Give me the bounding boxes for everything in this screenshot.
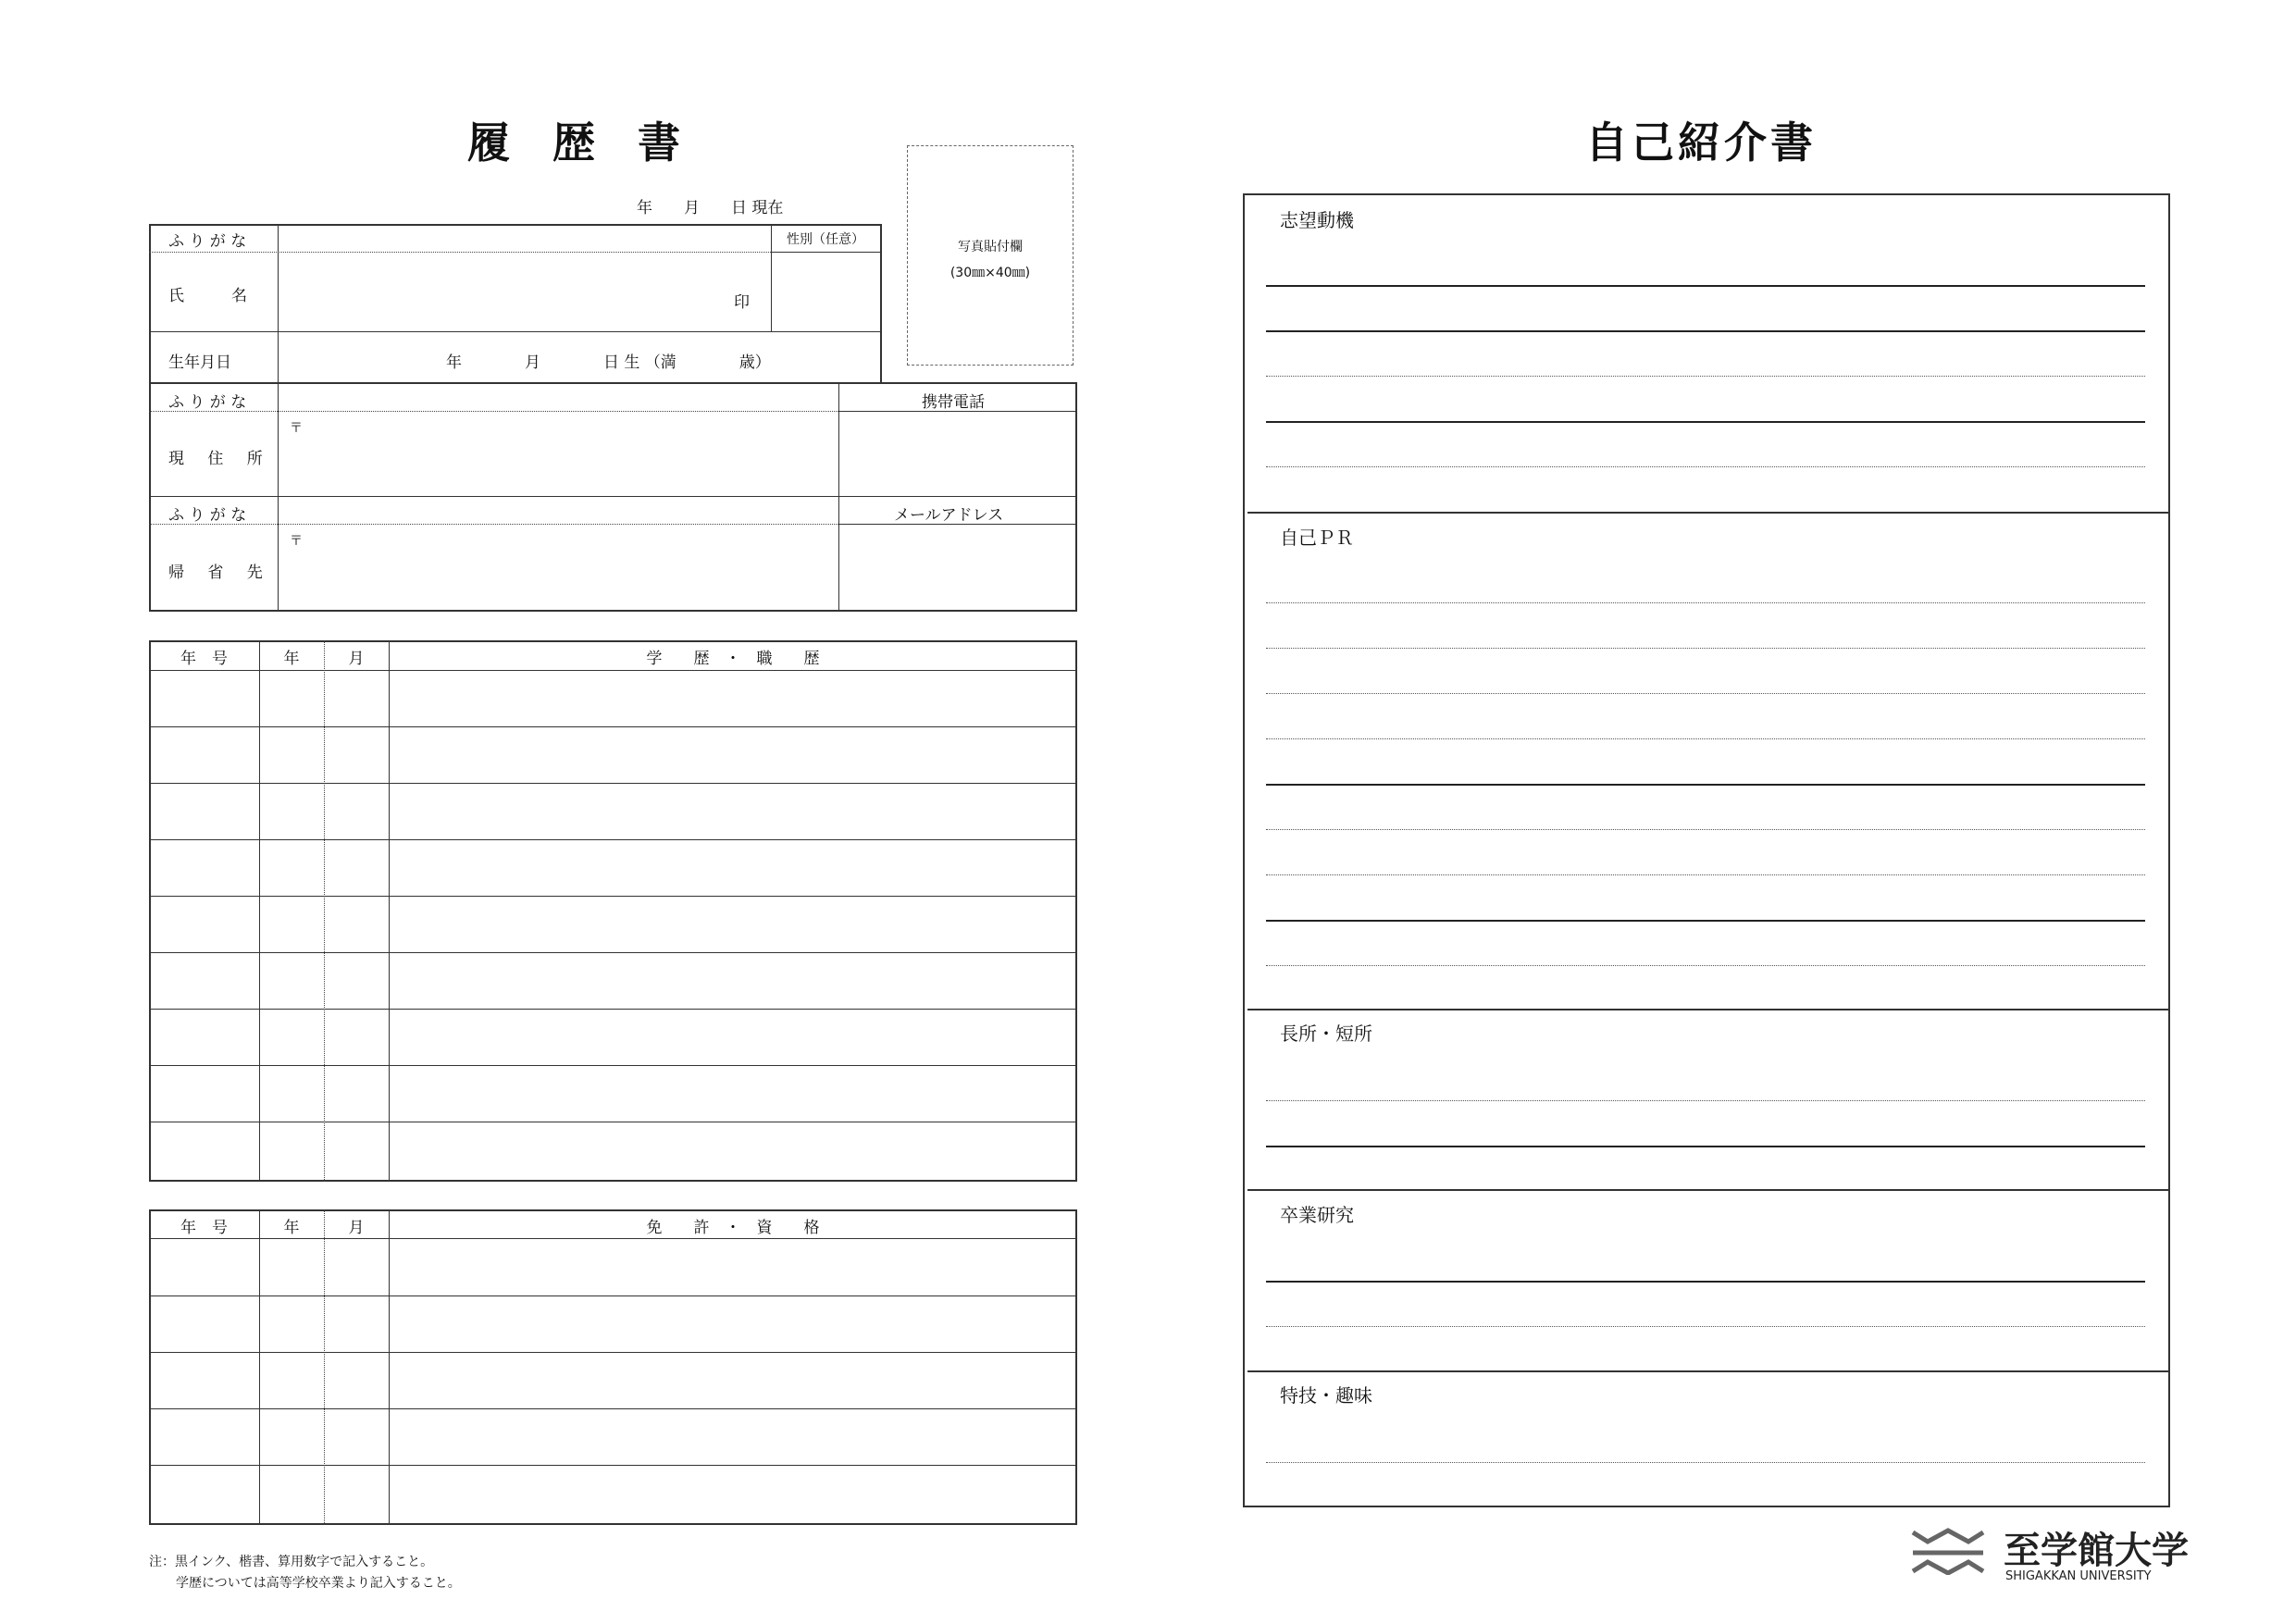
furigana-label: ふ り が な	[168, 393, 247, 412]
license-header-month: 月	[348, 1219, 365, 1237]
postal-mark: 〒	[290, 534, 303, 549]
name-label: 氏 名	[168, 287, 247, 305]
history-header-year: 年	[283, 650, 300, 668]
address-block	[149, 382, 1077, 612]
logo-mark-icon	[1911, 1525, 1985, 1575]
photo-label: 写真貼付欄	[958, 240, 1023, 254]
gender-label: 性別（任意）	[787, 232, 864, 247]
birth-line: 年 月 日 生 （満 歳）	[446, 353, 771, 372]
section-motivation-label: 志望動機	[1280, 209, 1354, 231]
section-hobbies-label: 特技・趣味	[1280, 1384, 1372, 1407]
self-intro-title: 自己紹介書	[1585, 118, 1817, 167]
birth-label: 生年月日	[168, 353, 231, 372]
address-label: 現 住 所	[168, 450, 272, 468]
email-label: メールアドレス	[894, 506, 1004, 525]
history-header-content: 学 歴 ・ 職 歴	[646, 650, 820, 668]
self-intro-box	[1243, 193, 2170, 1507]
section-self-pr-label: 自己ＰＲ	[1280, 527, 1354, 549]
history-header-era: 年 号	[180, 650, 228, 668]
photo-size: (30㎜×40㎜)	[949, 266, 1031, 280]
note-line-1: 注：黒インク、楷書、算用数字で記入すること。	[149, 1555, 434, 1569]
license-table	[149, 1209, 1077, 1525]
note-line-2: 学歴については高等学校卒業より記入すること。	[176, 1576, 461, 1591]
furigana-label: ふ り が な	[168, 232, 247, 251]
home-address-label: 帰 省 先	[168, 564, 272, 582]
name-field[interactable]	[282, 254, 768, 329]
resume-title: 履 歴 書	[467, 118, 680, 167]
license-header-era: 年 号	[180, 1219, 228, 1237]
logo-sub: SHIGAKKAN UNIVERSITY	[2005, 1569, 2152, 1583]
section-research-label: 卒業研究	[1280, 1204, 1354, 1226]
license-header-content: 免 許 ・ 資 格	[646, 1219, 820, 1237]
logo-name: 至学館大学	[2004, 1530, 2189, 1572]
date-line: 年 月 日 現在	[637, 199, 784, 217]
photo-box	[907, 145, 1074, 366]
postal-mark: 〒	[290, 421, 303, 436]
history-table	[149, 640, 1077, 1182]
seal-mark: 印	[734, 293, 750, 312]
mobile-label: 携帯電話	[922, 393, 985, 412]
history-header-month: 月	[348, 650, 365, 668]
university-logo	[1911, 1525, 2189, 1583]
furigana-label: ふ り が な	[168, 506, 247, 525]
section-strengths-label: 長所・短所	[1280, 1023, 1372, 1045]
license-header-year: 年	[283, 1219, 300, 1237]
